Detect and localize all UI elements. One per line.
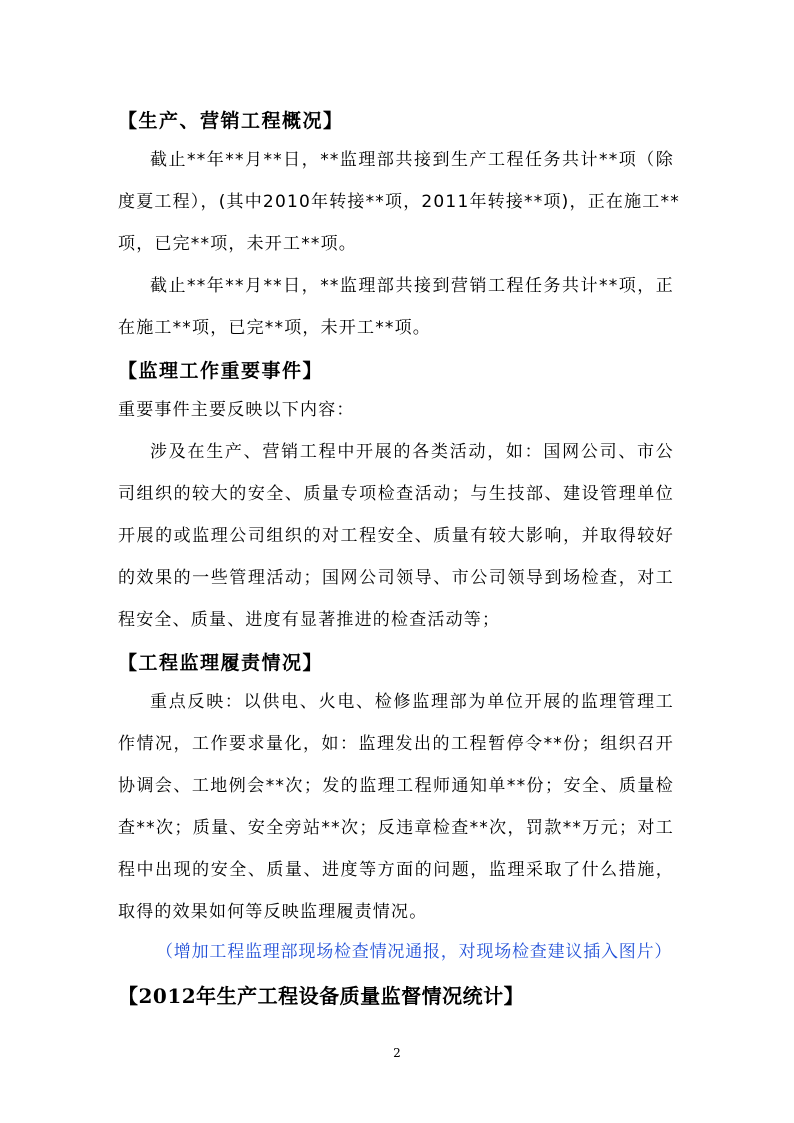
page-number: 2 [393, 1046, 401, 1060]
paragraph-line: 度夏工程），(其中2010年转接**项，2011年转接**项)，正在施工** [118, 192, 680, 212]
paragraph-line: 涉及在生产、营销工程中开展的各类活动，如：国网公司、市公 [150, 442, 674, 462]
section-heading-important-events: 【监理工作重要事件】 [118, 360, 324, 382]
paragraph-line: 截止**年**月**日，**监理部共接到营销工程任务共计**项，正 [150, 276, 674, 296]
paragraph-line: 程中出现的安全、质量、进度等方面的问题，监理采取了什么措施， [118, 860, 674, 880]
paragraph-line: 取得的效果如何等反映监理履责情况。 [118, 902, 428, 922]
paragraph-line: 协调会、工地例会**次；发的监理工程师通知单**份；安全、质量检 [118, 776, 674, 796]
paragraph-line: 开展的或监理公司组织的对工程安全、质量有较大影响，并取得较好 [118, 526, 674, 546]
section-heading-overview: 【生产、营销工程概况】 [118, 110, 344, 132]
paragraph-line: 截止**年**月**日，**监理部共接到生产工程任务共计**项（除 [150, 150, 674, 170]
paragraph-line: 查**次；质量、安全旁站**次；反违章检查**次，罚款**万元；对工 [118, 818, 674, 838]
paragraph-line: 重要事件主要反映以下内容： [118, 400, 355, 420]
section-heading-duty-performance: 【工程监理履责情况】 [118, 652, 324, 674]
note-insert-images: （增加工程监理部现场检查情况通报，对现场检查建议插入图片） [156, 942, 673, 962]
paragraph-line: 重点反映：以供电、火电、检修监理部为单位开展的监理管理工 [150, 692, 674, 712]
paragraph-line: 司组织的较大的安全、质量专项检查活动；与生技部、建设管理单位 [118, 484, 674, 504]
paragraph-line: 项，已完**项，未开工**项。 [118, 234, 357, 254]
paragraph-line: 程安全、质量、进度有显著推进的检查活动等； [118, 610, 501, 630]
paragraph-line: 作情况，工作要求量化，如：监理发出的工程暂停令**份；组织召开 [118, 734, 674, 754]
paragraph-line: 在施工**项，已完**项，未开工**项。 [118, 318, 431, 338]
section-heading-equipment-quality-stats: 【2012年生产工程设备质量监督情况统计】 [118, 984, 525, 1008]
paragraph-line: 的效果的一些管理活动；国网公司领导、市公司领导到场检查，对工 [118, 568, 674, 588]
